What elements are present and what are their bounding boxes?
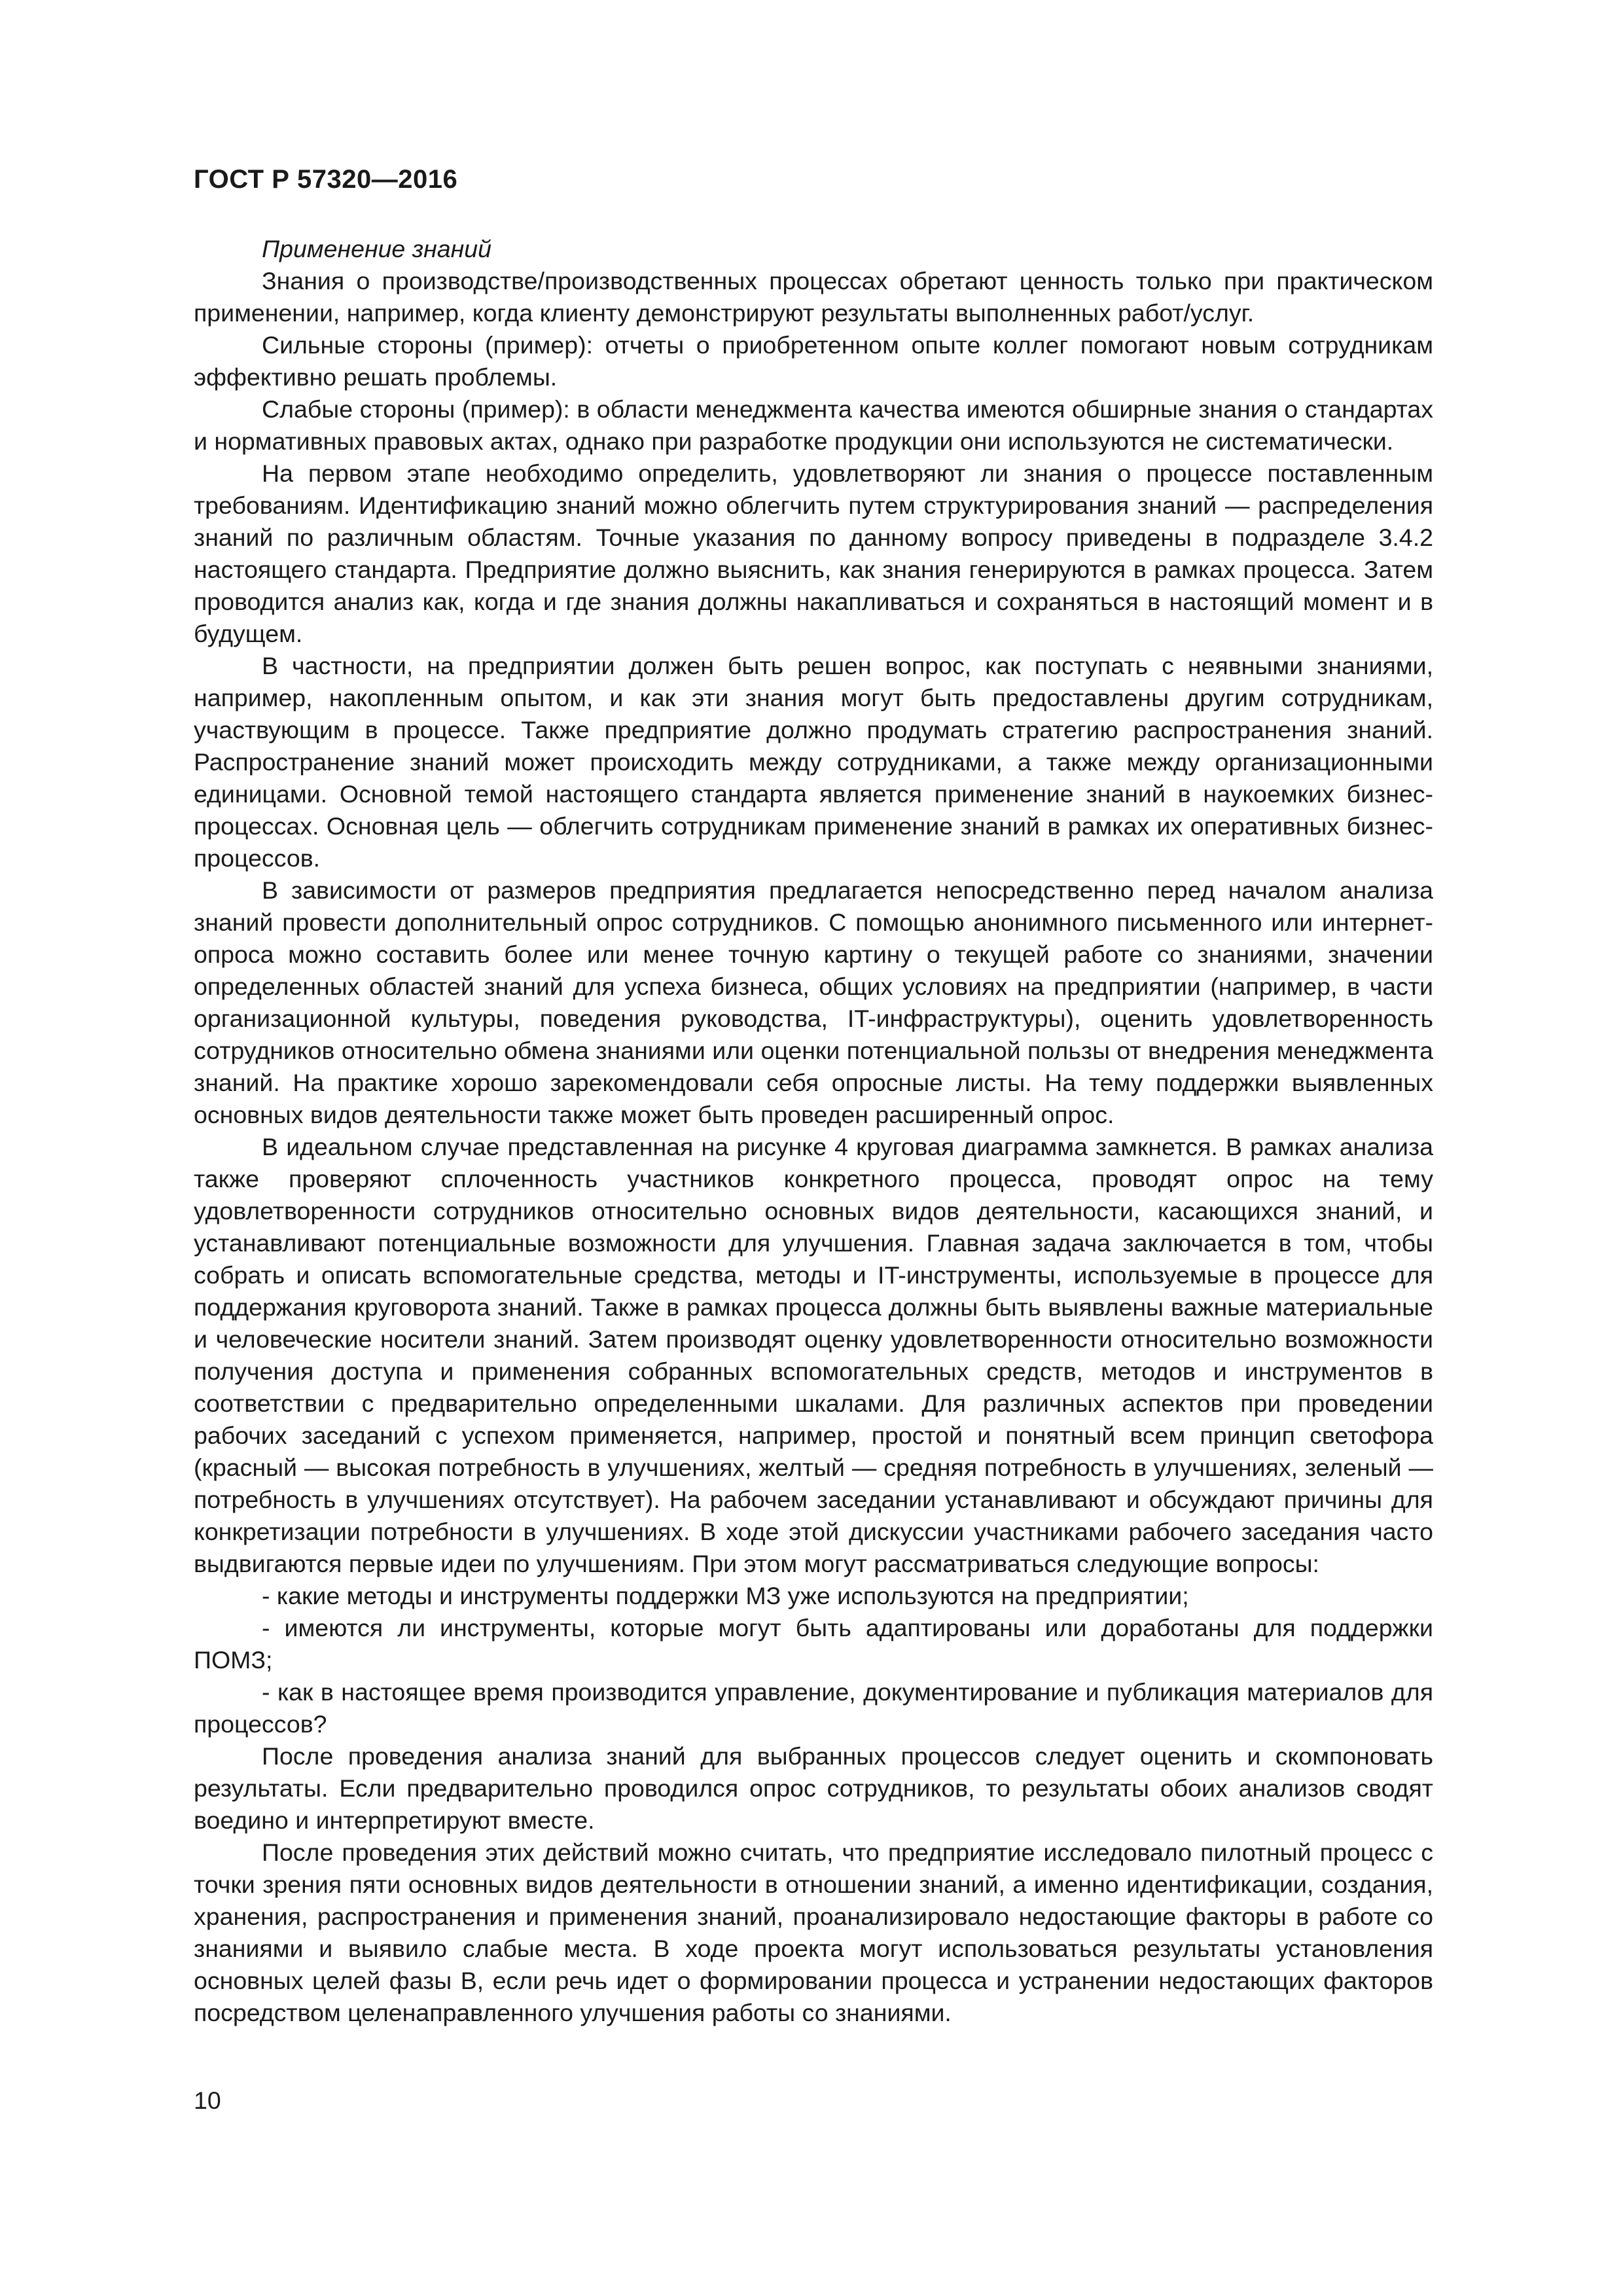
list-item: - как в настоящее время производится управление, документирование и публикация материалов для процессов? bbox=[194, 1678, 1433, 1738]
list-item: - какие методы и инструменты поддержки МЗ уже используются на предприятии; bbox=[262, 1582, 1189, 1609]
paragraph: В частности, на предприятии должен быть решен вопрос, как поступать с неявными знаниями, например, накопленным опытом, и как эти знания могут быть предоставлены другим сотрудникам, участвующим в процессе. Также предприятие должно продумать стратегию распространения знаний. Распространение знаний может происходить между сотрудниками, а также между организационными единицами. Основной темой настоящего стандарта является применение знаний в наукоемких бизнес-процессах. Основная цель — облегчить сотрудникам применение знаний в рамках их оперативных бизнес-процессов. bbox=[194, 652, 1433, 872]
paragraph: В зависимости от размеров предприятия предлагается непосредственно перед началом анализа знаний провести дополнительный опрос сотрудников. С помощью анонимного письменного или интернет-опроса можно составить более или менее точную картину о текущей работе со знаниями, значении определенных областей знаний для успеха бизнеса, общих условиях на предприятии (например, в части организационной культуры, поведения руководства, IT-инфраструктуры), оценить удовлетворенность сотрудников относительно обмена знаниями или оценки потенциальной пользы от внедрения менеджмента знаний. На практике хорошо зарекомендовали себя опросные листы. На тему поддержки выявленных основных видов деятельности также может быть проведен расширенный опрос. bbox=[194, 876, 1433, 1128]
paragraph: Знания о производстве/производственных процессах обретают ценность только при практическом применении, например, когда клиенту демонстрируют результаты выполненных работ/услуг. bbox=[194, 267, 1433, 327]
paragraph: На первом этапе необходимо определить, удовлетворяют ли знания о процессе поставленным требованиям. Идентификацию знаний можно облегчить путем структурирования знаний — распределения знаний по различным областям. Точные указания по данному вопросу приведены в подразделе 3.4.2 настоящего стандарта. Предприятие должно выяснить, как знания генерируются в рамках процесса. Затем проводится анализ как, когда и где знания должны накапливаться и сохраняться в настоящий момент и в будущем. bbox=[194, 459, 1433, 647]
paragraph: В идеальном случае представленная на рисунке 4 круговая диаграмма замкнется. В рамках анализа также проверяют сплоченность участников конкретного процесса, проводят опрос на тему удовлетворенности сотрудников относительно основных видов деятельности, касающихся знаний, и устанавливают потенциальные возможности для улучшения. Главная задача заключается в том, чтобы собрать и описать вспомогательные средства, методы и IT-инструменты, используемые в процессе для поддержания круговорота знаний. Также в рамках процесса должны быть выявлены важные материальные и человеческие носители знаний. Затем производят оценку удовлетворенности относительно возможности получения доступа и применения собранных вспомогательных средств, методов и инструментов в соответствии с предварительно определенными шкалами. Для различных аспектов при проведении рабочих заседаний с успехом применяется, например, простой и понятный всем принцип светофора (красный — высокая потребность в улучшениях, желтый — средняя потребность в улучшениях, зеленый — потребность в улучшениях отсутствует). На рабочем заседании устанавливают и обсуждают причины для конкретизации потребности в улучшениях. В ходе этой дискуссии участниками рабочего заседания часто выдвигаются первые идеи по улучшениям. При этом могут рассматриваться следующие вопросы: bbox=[194, 1133, 1433, 1577]
paragraph: После проведения анализа знаний для выбранных процессов следует оценить и скомпоновать результаты. Если предварительно проводился опрос сотрудников, то результаты обоих анализов сводят воедино и интерпретируют вместе. bbox=[194, 1742, 1433, 1834]
list-item: - имеются ли инструменты, которые могут быть адаптированы или доработаны для поддержки ПОМЗ; bbox=[194, 1614, 1433, 1674]
standard-header: ГОСТ Р 57320—2016 bbox=[194, 165, 458, 194]
body-text bbox=[194, 233, 1433, 2029]
page-number: 10 bbox=[194, 2087, 221, 2114]
paragraph: После проведения этих действий можно считать, что предприятие исследовало пилотный процесс с точки зрения пяти основных видов деятельности в отношении знаний, а именно идентификации, создания, хранения, распространения и применения знаний, проанализировало недостающие факторы в работе со знаниями и выявило слабые места. В ходе проекта могут использоваться результаты установления основных целей фазы В, если речь идет о формировании процесса и устранении недостающих факторов посредством целенаправленного улучшения работы со знаниями. bbox=[194, 1839, 1433, 2026]
paragraph: Слабые стороны (пример): в области менеджмента качества имеются обширные знания о стандартах и нормативных правовых актах, однако при разработке продукции они используются не систематически. bbox=[194, 395, 1433, 455]
section-subheading: Применение знаний bbox=[262, 235, 491, 262]
paragraph: Сильные стороны (пример): отчеты о приобретенном опыте коллег помогают новым сотрудникам эффективно решать проблемы. bbox=[194, 331, 1433, 391]
